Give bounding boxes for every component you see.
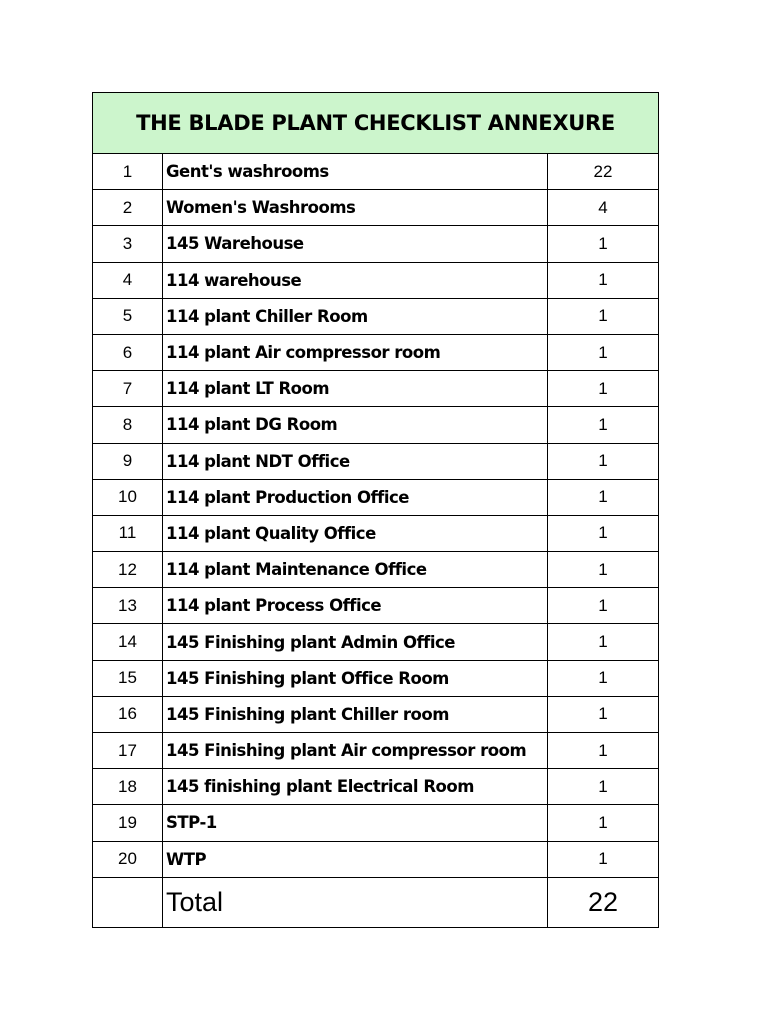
row-count: 1 xyxy=(548,769,659,805)
row-count: 1 xyxy=(548,515,659,551)
row-count: 1 xyxy=(548,479,659,515)
table-row xyxy=(93,190,659,226)
table-row xyxy=(93,624,659,660)
row-location: 114 plant LT Room xyxy=(163,371,548,407)
row-count: 1 xyxy=(548,588,659,624)
row-count: 4 xyxy=(548,190,659,226)
row-location: 145 Warehouse xyxy=(163,226,548,262)
row-location: 114 plant Quality Office xyxy=(163,515,548,551)
row-location: 114 plant Maintenance Office xyxy=(163,552,548,588)
total-label: Total xyxy=(163,877,548,927)
row-count: 1 xyxy=(548,552,659,588)
row-location: 114 plant Production Office xyxy=(163,479,548,515)
row-number: 16 xyxy=(93,696,163,732)
table-row xyxy=(93,154,659,190)
row-location: 114 plant Process Office xyxy=(163,588,548,624)
table-row xyxy=(93,588,659,624)
row-count: 1 xyxy=(548,841,659,877)
table-row xyxy=(93,805,659,841)
table-row xyxy=(93,479,659,515)
table-row xyxy=(93,334,659,370)
checklist-table xyxy=(92,92,659,928)
row-location: Gent's washrooms xyxy=(163,154,548,190)
row-number: 7 xyxy=(93,371,163,407)
table-row xyxy=(93,660,659,696)
table-row xyxy=(93,841,659,877)
table-row xyxy=(93,733,659,769)
row-location: 114 warehouse xyxy=(163,262,548,298)
row-location: 145 Finishing plant Chiller room xyxy=(163,696,548,732)
row-number: 4 xyxy=(93,262,163,298)
checklist-rows xyxy=(93,154,659,878)
total-value: 22 xyxy=(548,877,659,927)
row-location: 145 Finishing plant Air compressor room xyxy=(163,733,548,769)
row-count: 1 xyxy=(548,660,659,696)
row-number: 6 xyxy=(93,334,163,370)
total-number-cell xyxy=(93,877,163,927)
table-row xyxy=(93,769,659,805)
row-number: 18 xyxy=(93,769,163,805)
row-number: 1 xyxy=(93,154,163,190)
table-row xyxy=(93,407,659,443)
row-number: 14 xyxy=(93,624,163,660)
row-count: 1 xyxy=(548,624,659,660)
table-title: THE BLADE PLANT CHECKLIST ANNEXURE xyxy=(93,93,659,154)
row-number: 20 xyxy=(93,841,163,877)
row-number: 12 xyxy=(93,552,163,588)
row-count: 1 xyxy=(548,262,659,298)
row-location: 145 Finishing plant Admin Office xyxy=(163,624,548,660)
row-number: 13 xyxy=(93,588,163,624)
table-row xyxy=(93,552,659,588)
table-row xyxy=(93,262,659,298)
table-row xyxy=(93,443,659,479)
row-location: 114 plant Chiller Room xyxy=(163,298,548,334)
row-number: 5 xyxy=(93,298,163,334)
row-count: 1 xyxy=(548,805,659,841)
row-location: 114 plant DG Room xyxy=(163,407,548,443)
row-count: 1 xyxy=(548,226,659,262)
table-row xyxy=(93,696,659,732)
row-count: 1 xyxy=(548,371,659,407)
row-count: 1 xyxy=(548,443,659,479)
row-count: 22 xyxy=(548,154,659,190)
title-row xyxy=(93,93,659,154)
row-count: 1 xyxy=(548,696,659,732)
row-location: 114 plant Air compressor room xyxy=(163,334,548,370)
row-count: 1 xyxy=(548,298,659,334)
row-number: 19 xyxy=(93,805,163,841)
row-location: 145 Finishing plant Office Room xyxy=(163,660,548,696)
row-location: 145 finishing plant Electrical Room xyxy=(163,769,548,805)
row-number: 17 xyxy=(93,733,163,769)
row-count: 1 xyxy=(548,733,659,769)
table-row xyxy=(93,226,659,262)
row-number: 3 xyxy=(93,226,163,262)
table-row xyxy=(93,515,659,551)
table-row xyxy=(93,298,659,334)
row-location: Women's Washrooms xyxy=(163,190,548,226)
row-location: WTP xyxy=(163,841,548,877)
row-number: 15 xyxy=(93,660,163,696)
row-number: 10 xyxy=(93,479,163,515)
row-number: 8 xyxy=(93,407,163,443)
row-count: 1 xyxy=(548,334,659,370)
table-row xyxy=(93,371,659,407)
total-row xyxy=(93,877,659,927)
row-number: 11 xyxy=(93,515,163,551)
row-number: 2 xyxy=(93,190,163,226)
row-count: 1 xyxy=(548,407,659,443)
row-location: STP-1 xyxy=(163,805,548,841)
row-number: 9 xyxy=(93,443,163,479)
row-location: 114 plant NDT Office xyxy=(163,443,548,479)
